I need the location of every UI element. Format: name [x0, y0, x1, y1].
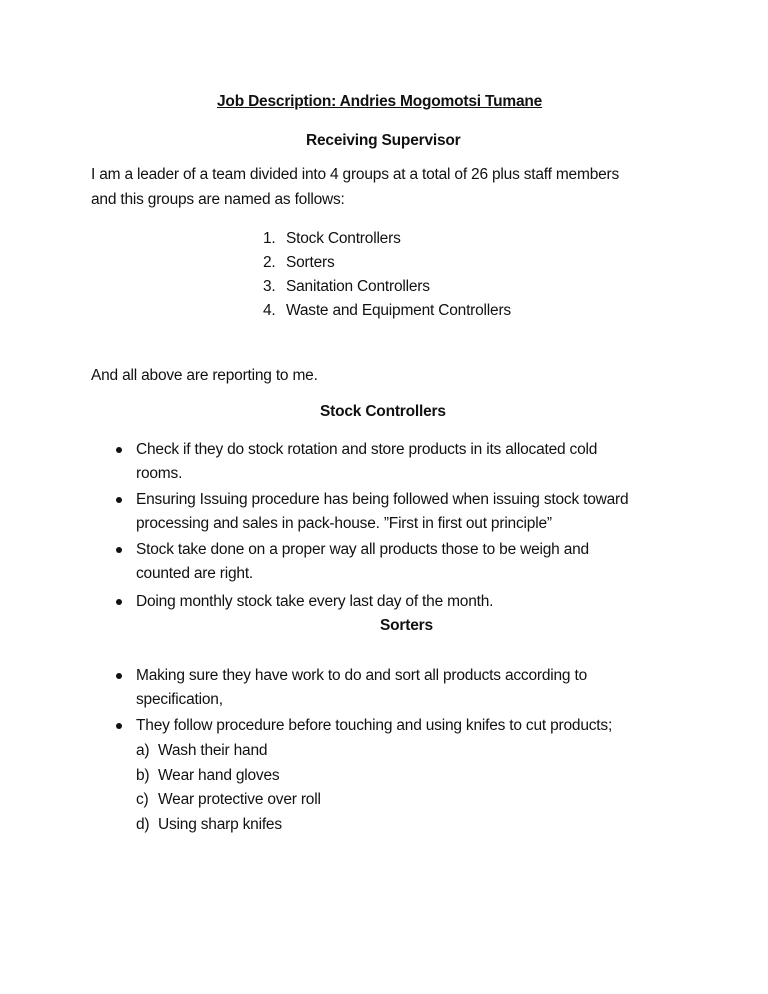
group-number: 2. — [263, 254, 276, 271]
sub-item-letter: b) — [136, 767, 150, 784]
list-item-continuation: counted are right. — [136, 565, 254, 582]
group-number: 3. — [263, 278, 276, 295]
list-item: Check if they do stock rotation and store products in its allocated cold — [136, 441, 598, 458]
group-item: Stock Controllers — [286, 230, 401, 247]
sub-item-letter: d) — [136, 816, 150, 833]
sub-item-letter: a) — [136, 742, 150, 759]
group-number: 4. — [263, 302, 276, 319]
document-title: Job Description: Andries Mogomotsi Tumane — [217, 93, 543, 110]
sorters-heading: Sorters — [380, 617, 433, 634]
bullet-icon — [116, 723, 122, 729]
bullet-icon — [116, 599, 122, 605]
list-item-continuation: specification, — [136, 691, 223, 708]
document-subtitle: Receiving Supervisor — [306, 132, 461, 149]
bullet-icon — [116, 673, 122, 679]
group-number: 1. — [263, 230, 276, 247]
list-item: They follow procedure before touching and using knifes to cut products; — [136, 717, 613, 734]
sub-item: Using sharp knifes — [158, 816, 282, 833]
sub-item: Wear hand gloves — [158, 767, 280, 784]
intro-line-2: and this groups are named as follows: — [91, 191, 345, 208]
stock-controllers-heading: Stock Controllers — [320, 403, 446, 420]
group-item: Sorters — [286, 254, 335, 271]
list-item-continuation: processing and sales in pack-house. ”First in first out principle” — [136, 515, 552, 532]
sub-item: Wear protective over roll — [158, 791, 321, 808]
group-item: Sanitation Controllers — [286, 278, 430, 295]
list-item: Stock take done on a proper way all products those to be weigh and — [136, 541, 589, 558]
list-item: Doing monthly stock take every last day of the month. — [136, 593, 494, 610]
list-item-continuation: rooms. — [136, 465, 183, 482]
sub-item: Wash their hand — [158, 742, 268, 759]
list-item: Making sure they have work to do and sort all products according to — [136, 667, 587, 684]
group-item: Waste and Equipment Controllers — [286, 302, 511, 319]
intro-line-1: I am a leader of a team divided into 4 groups at a total of 26 plus staff members — [91, 166, 620, 183]
list-item: Ensuring Issuing procedure has being followed when issuing stock toward — [136, 491, 629, 508]
bullet-icon — [116, 447, 122, 453]
bullet-icon — [116, 547, 122, 553]
sub-item-letter: c) — [136, 791, 149, 808]
bullet-icon — [116, 497, 122, 503]
reporting-statement: And all above are reporting to me. — [91, 367, 318, 384]
